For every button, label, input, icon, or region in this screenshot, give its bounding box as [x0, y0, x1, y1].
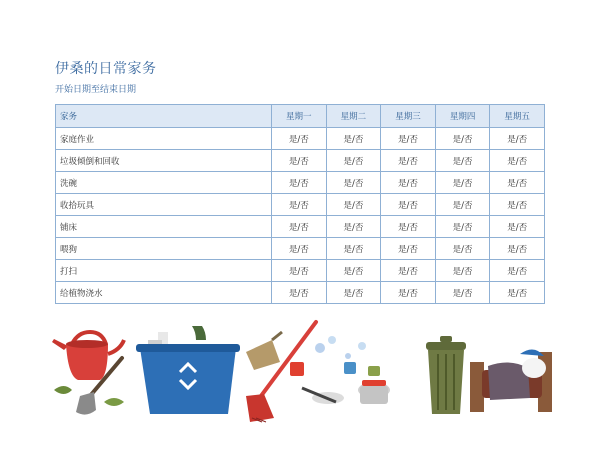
yes-no-cell[interactable]: 是/否: [272, 216, 327, 238]
yes-no-cell[interactable]: 是/否: [490, 150, 545, 172]
column-header-tuesday: 星期二: [326, 105, 381, 128]
date-range: 开始日期至结束日期: [55, 85, 137, 95]
yes-no-cell[interactable]: 是/否: [435, 260, 490, 282]
yes-no-cell[interactable]: 是/否: [272, 172, 327, 194]
task-name: 家庭作业: [56, 128, 272, 150]
yes-no-cell[interactable]: 是/否: [381, 238, 436, 260]
trash-can-icon: [426, 336, 466, 414]
column-header-thursday: 星期四: [435, 105, 490, 128]
table-row: [56, 282, 545, 304]
yes-no-cell[interactable]: 是/否: [490, 216, 545, 238]
table-row: [56, 194, 545, 216]
yes-no-cell[interactable]: 是/否: [272, 282, 327, 304]
table-row: [56, 150, 545, 172]
yes-no-cell[interactable]: 是/否: [326, 260, 381, 282]
task-name: 收拾玩具: [56, 194, 272, 216]
yes-no-cell[interactable]: 是/否: [381, 282, 436, 304]
task-name: 打扫: [56, 260, 272, 282]
column-header-monday: 星期一: [272, 105, 327, 128]
yes-no-cell[interactable]: 是/否: [435, 150, 490, 172]
dishes-icon: [290, 362, 390, 404]
yes-no-cell[interactable]: 是/否: [490, 238, 545, 260]
yes-no-cell[interactable]: 是/否: [435, 216, 490, 238]
yes-no-cell[interactable]: 是/否: [435, 238, 490, 260]
yes-no-cell[interactable]: 是/否: [381, 194, 436, 216]
yes-no-cell[interactable]: 是/否: [326, 194, 381, 216]
soap-bubbles-icon: [315, 336, 366, 359]
watering-can-icon: [52, 332, 124, 380]
yes-no-cell[interactable]: 是/否: [326, 150, 381, 172]
table-row: [56, 238, 545, 260]
yes-no-cell[interactable]: 是/否: [490, 260, 545, 282]
yes-no-cell[interactable]: 是/否: [326, 238, 381, 260]
yes-no-cell[interactable]: 是/否: [326, 282, 381, 304]
yes-no-cell[interactable]: 是/否: [435, 128, 490, 150]
yes-no-cell[interactable]: 是/否: [490, 128, 545, 150]
yes-no-cell[interactable]: 是/否: [326, 172, 381, 194]
yes-no-cell[interactable]: 是/否: [381, 150, 436, 172]
task-name: 铺床: [56, 216, 272, 238]
yes-no-cell[interactable]: 是/否: [435, 172, 490, 194]
yes-no-cell[interactable]: 是/否: [435, 282, 490, 304]
page-title: 伊桑的日常家务: [55, 61, 157, 77]
yes-no-cell[interactable]: 是/否: [272, 238, 327, 260]
column-header-friday: 星期五: [490, 105, 545, 128]
table-header-row: [56, 105, 545, 128]
yes-no-cell[interactable]: 是/否: [381, 216, 436, 238]
chore-table: [55, 104, 545, 304]
yes-no-cell[interactable]: 是/否: [381, 172, 436, 194]
task-name: 垃圾倾倒和回收: [56, 150, 272, 172]
bed-icon: [470, 349, 552, 412]
yes-no-cell[interactable]: 是/否: [272, 150, 327, 172]
yes-no-cell[interactable]: 是/否: [490, 282, 545, 304]
yes-no-cell[interactable]: 是/否: [272, 194, 327, 216]
task-name: 喂狗: [56, 238, 272, 260]
yes-no-cell[interactable]: 是/否: [326, 128, 381, 150]
recycling-bin-icon: [136, 326, 240, 414]
task-name: 给植物浇水: [56, 282, 272, 304]
column-header-wednesday: 星期三: [381, 105, 436, 128]
yes-no-cell[interactable]: 是/否: [326, 216, 381, 238]
broom-icon: [246, 322, 316, 422]
dustpan-icon: [246, 332, 282, 370]
yes-no-cell[interactable]: 是/否: [490, 172, 545, 194]
chores-illustration: [50, 318, 560, 428]
table-row: [56, 216, 545, 238]
column-header-task: 家务: [56, 105, 272, 128]
yes-no-cell[interactable]: 是/否: [435, 194, 490, 216]
yes-no-cell[interactable]: 是/否: [381, 260, 436, 282]
yes-no-cell[interactable]: 是/否: [272, 260, 327, 282]
task-name: 洗碗: [56, 172, 272, 194]
table-row: [56, 172, 545, 194]
table-row: [56, 128, 545, 150]
yes-no-cell[interactable]: 是/否: [381, 128, 436, 150]
yes-no-cell[interactable]: 是/否: [272, 128, 327, 150]
yes-no-cell[interactable]: 是/否: [490, 194, 545, 216]
table-row: [56, 260, 545, 282]
